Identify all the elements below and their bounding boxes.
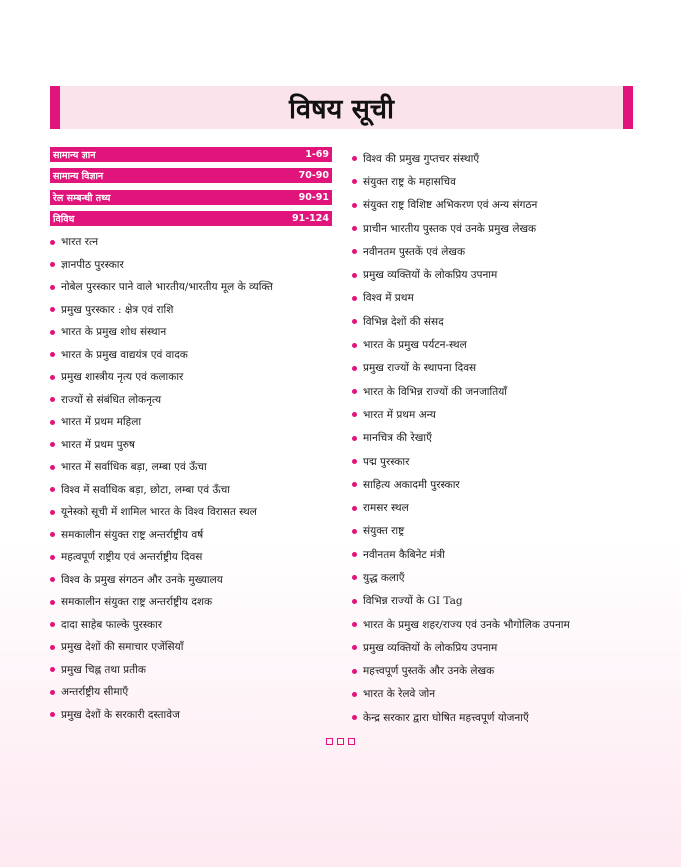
list-item — [352, 706, 642, 729]
list-item-label: विश्व के प्रमुख संगठन और उनके मुख्यालय — [61, 573, 223, 586]
list-item — [352, 357, 642, 380]
bullet-icon — [352, 506, 357, 511]
bullet-icon — [50, 712, 55, 717]
list-item-label: प्राचीन भारतीय पुस्तक एवं उनके प्रमुख लेखक — [363, 222, 537, 235]
list-item-label: प्रमुख देशों की समाचार एजेंसियाँ — [61, 641, 184, 654]
list-item-label: युद्ध कलाएँ — [363, 571, 405, 584]
list-item-label: भारत में प्रथम पुरुष — [61, 438, 135, 451]
bullet-icon — [352, 366, 357, 371]
bullet-icon — [50, 465, 55, 470]
bullet-icon — [352, 389, 357, 394]
list-item-label: भारत के प्रमुख वाद्ययंत्र एवं वादक — [61, 348, 188, 361]
list-item-label: प्रमुख व्यक्तियों के लोकप्रिय उपनाम — [363, 269, 498, 282]
list-item — [352, 636, 642, 659]
right-column — [352, 147, 642, 729]
list-item — [50, 479, 332, 502]
list-item — [352, 520, 642, 543]
list-item — [50, 501, 332, 524]
section-name: रेल सम्बन्धी तथ्य — [53, 192, 111, 204]
list-item-label: प्रमुख राज्यों के स्थापना दिवस — [363, 362, 477, 375]
list-item — [352, 450, 642, 473]
section-list — [50, 147, 332, 226]
list-item-label: केन्द्र सरकार द्वारा घोषित महत्त्वपूर्ण योजनाएँ — [363, 711, 529, 724]
bullet-icon — [352, 296, 357, 301]
list-item — [50, 681, 332, 704]
square-bullet-icon — [326, 738, 333, 745]
list-item — [352, 403, 642, 426]
section-bar — [50, 168, 332, 183]
bullet-icon — [352, 249, 357, 254]
list-item — [50, 389, 332, 412]
bullet-icon — [352, 529, 357, 534]
bullet-icon — [352, 645, 357, 650]
list-item-label: प्रमुख व्यक्तियों के लोकप्रिय उपनाम — [363, 641, 498, 654]
section-bar — [50, 190, 332, 205]
list-item-label: भारत में प्रथम महिला — [61, 416, 142, 429]
bullet-icon — [352, 459, 357, 464]
bullet-icon — [50, 555, 55, 560]
bullet-icon — [352, 575, 357, 580]
left-topic-list — [50, 231, 332, 726]
list-item — [50, 434, 332, 457]
list-item — [50, 276, 332, 299]
bullet-icon — [50, 690, 55, 695]
list-item-label: भारत के रेलवे जोन — [363, 688, 436, 701]
list-item — [352, 660, 642, 683]
list-item-label: भारत के प्रमुख शहर/राज्य एवं उनके भौगोलिक उपनाम — [363, 618, 570, 631]
list-item-label: विश्व में प्रथम — [363, 292, 414, 305]
list-item — [352, 613, 642, 636]
list-item — [50, 254, 332, 277]
list-item — [352, 287, 642, 310]
bullet-icon — [50, 285, 55, 290]
list-item — [50, 231, 332, 254]
section-pages: 1-69 — [305, 149, 329, 160]
end-marks — [0, 738, 681, 745]
list-item — [352, 240, 642, 263]
bullet-icon — [50, 442, 55, 447]
list-item — [50, 546, 332, 569]
list-item — [50, 344, 332, 367]
list-item-label: भारत के विभिन्न राज्यों की जनजातियाँ — [363, 385, 508, 398]
bullet-icon — [352, 599, 357, 604]
bullet-icon — [352, 226, 357, 231]
list-item — [50, 456, 332, 479]
bullet-icon — [50, 375, 55, 380]
bullet-icon — [352, 156, 357, 161]
list-item-label: मानचित्र की रेखाएँ — [363, 432, 432, 445]
list-item-label: समकालीन संयुक्त राष्ट्र अन्तर्राष्ट्रीय वर्ष — [61, 528, 204, 541]
list-item — [50, 659, 332, 682]
list-item-label: भारत में सर्वाधिक बड़ा, लम्बा एवं ऊँचा — [61, 461, 207, 474]
list-item-label: संयुक्त राष्ट्र — [363, 525, 405, 538]
list-item — [352, 194, 642, 217]
list-item — [352, 263, 642, 286]
bullet-icon — [50, 352, 55, 357]
list-item — [50, 569, 332, 592]
list-item — [352, 683, 642, 706]
list-item-label: यूनेस्को सूची में शामिल भारत के विश्व विरासत स्थल — [61, 506, 257, 519]
section-pages: 90-91 — [298, 191, 329, 203]
list-item-label: संयुक्त राष्ट्र के महासचिव — [363, 175, 456, 188]
list-item-label: प्रमुख शास्त्रीय नृत्य एवं कलाकार — [61, 371, 184, 384]
list-item — [352, 380, 642, 403]
section-bar — [50, 147, 332, 162]
list-item — [50, 614, 332, 637]
list-item-label: ज्ञानपीठ पुरस्कार — [61, 258, 124, 271]
bullet-icon — [50, 330, 55, 335]
section-pages: 70-90 — [298, 170, 329, 182]
square-bullet-icon — [337, 738, 344, 745]
bullet-icon — [50, 262, 55, 267]
list-item-label: अन्तर्राष्ट्रीय सीमाएँ — [61, 686, 129, 699]
bullet-icon — [352, 715, 357, 720]
list-item-label: रामसर स्थल — [363, 502, 409, 515]
list-item — [50, 704, 332, 727]
square-bullet-icon — [348, 738, 355, 745]
bullet-icon — [352, 436, 357, 441]
list-item — [352, 473, 642, 496]
section-pages: 91-124 — [292, 213, 329, 225]
list-item — [352, 427, 642, 450]
list-item — [352, 590, 642, 613]
section-name: सामान्य विज्ञान — [53, 171, 104, 183]
list-item-label: नोबेल पुरस्कार पाने वाले भारतीय/भारतीय मूल के व्यक्ति — [61, 281, 274, 294]
list-item-label: भारत में प्रथम अन्य — [363, 408, 436, 421]
list-item — [50, 411, 332, 434]
list-item — [352, 217, 642, 240]
list-item — [352, 147, 642, 170]
bullet-icon — [50, 600, 55, 605]
list-item-label: प्रमुख पुरस्कार : क्षेत्र एवं राशि — [61, 303, 174, 316]
left-column — [50, 147, 332, 726]
list-item — [50, 524, 332, 547]
bullet-icon — [50, 667, 55, 672]
list-item-label: महत्त्वपूर्ण पुस्तकें और उनके लेखक — [363, 665, 495, 678]
list-item-label: भारत के प्रमुख पर्यटन-स्थल — [363, 339, 467, 352]
bullet-icon — [50, 532, 55, 537]
bullet-icon — [352, 692, 357, 697]
bullet-icon — [352, 203, 357, 208]
list-item-label: साहित्य अकादमी पुरस्कार — [363, 478, 460, 491]
list-item-label: विभिन्न राज्यों के GI Tag — [363, 595, 463, 608]
bullet-icon — [50, 420, 55, 425]
list-item-label: समकालीन संयुक्त राष्ट्र अन्तर्राष्ट्रीय दशक — [61, 596, 213, 609]
list-item-label: महत्वपूर्ण राष्ट्रीय एवं अन्तर्राष्ट्रीय दिवस — [61, 551, 203, 564]
list-item-label: नवीनतम पुस्तकें एवं लेखक — [363, 245, 466, 258]
section-name: सामान्य ज्ञान — [53, 150, 96, 161]
list-item — [50, 366, 332, 389]
list-item — [352, 496, 642, 519]
page-title: विषय सूची — [288, 94, 395, 125]
list-item — [352, 310, 642, 333]
list-item — [352, 566, 642, 589]
bullet-icon — [352, 319, 357, 324]
list-item — [50, 321, 332, 344]
bullet-icon — [352, 622, 357, 627]
list-item-label: संयुक्त राष्ट्र विशिष्ट अभिकरण एवं अन्य संगठन — [363, 199, 538, 212]
list-item-label: भारत रत्न — [61, 236, 99, 249]
bullet-icon — [352, 482, 357, 487]
list-item-label: प्रमुख चिह्न तथा प्रतीक — [61, 663, 146, 676]
list-item-label: भारत के प्रमुख शोध संस्थान — [61, 326, 167, 339]
bullet-icon — [352, 343, 357, 348]
list-item — [50, 299, 332, 322]
list-item — [352, 333, 642, 356]
list-item — [352, 543, 642, 566]
list-item — [50, 636, 332, 659]
list-item-label: राज्यों से संबंधित लोकनृत्य — [61, 393, 162, 406]
list-item-label: नवीनतम कैबिनेट मंत्री — [363, 548, 445, 561]
list-item-label: विश्व में सर्वाधिक बड़ा, छोटा, लम्बा एवं ऊँचा — [61, 483, 231, 496]
right-topic-list — [352, 147, 642, 729]
bullet-icon — [50, 577, 55, 582]
bullet-icon — [50, 645, 55, 650]
list-item — [352, 170, 642, 193]
bullet-icon — [50, 240, 55, 245]
bullet-icon — [50, 622, 55, 627]
list-item-label: विभिन्न देशों की संसद — [363, 315, 444, 328]
bullet-icon — [352, 412, 357, 417]
bullet-icon — [50, 397, 55, 402]
bullet-icon — [50, 487, 55, 492]
bullet-icon — [352, 552, 357, 557]
bullet-icon — [50, 510, 55, 515]
bullet-icon — [352, 273, 357, 278]
title-band — [50, 86, 633, 129]
list-item-label: दादा साहेब फाल्के पुरस्कार — [61, 618, 163, 631]
section-bar — [50, 211, 332, 226]
list-item-label: विश्व की प्रमुख गुप्तचर संस्थाएँ — [363, 152, 480, 165]
list-item-label: पद्म पुरस्कार — [363, 455, 410, 468]
list-item — [50, 591, 332, 614]
bullet-icon — [352, 179, 357, 184]
bullet-icon — [352, 669, 357, 674]
section-name: विविध — [53, 214, 75, 226]
list-item-label: प्रमुख देशों के सरकारी दस्तावेज — [61, 708, 180, 721]
bullet-icon — [50, 307, 55, 312]
